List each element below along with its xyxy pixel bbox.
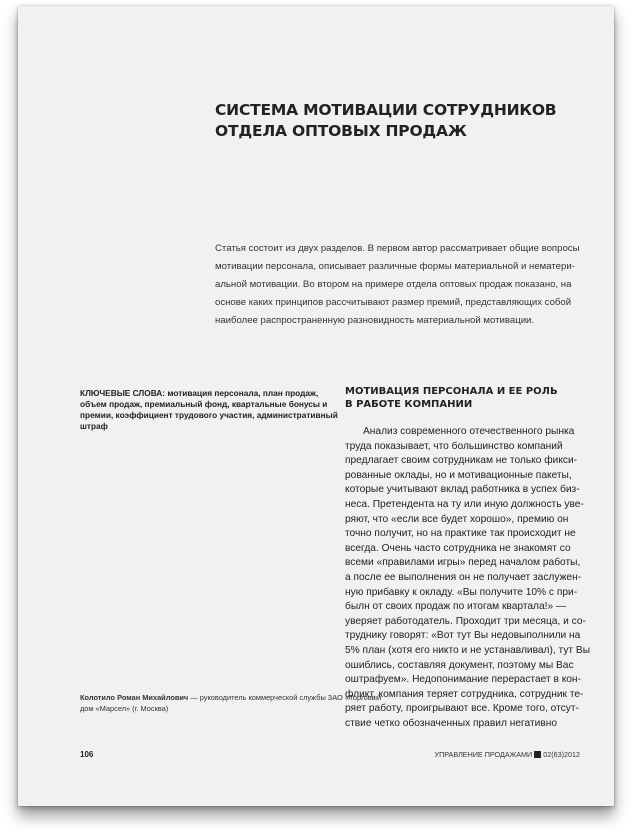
abstract-line: Статья состоит из двух разделов. В первом автор рассматривает общие вопросы (215, 243, 580, 254)
title-line: СИСТЕМА МОТИВАЦИИ СОТРУДНИКОВ (215, 101, 557, 119)
body-line: точно получит, но на практике так происходит не (345, 528, 576, 540)
abstract-line: наиболее распространенную разновидность материальной мотивации. (215, 315, 535, 326)
body-line: рованные оклады, но и мотивационные пакеты, (345, 469, 572, 481)
body-paragraph (345, 425, 607, 731)
body-line: ствие четко обозначенных правил негативно (345, 717, 558, 729)
body-line: труда показывает, что большинство компаний (345, 440, 563, 452)
body-line: ошиблись, составляя документ, поэтому мы Вас (345, 659, 574, 671)
article-title (215, 100, 595, 142)
body-line: 5% план (хотя его никто и не устанавливал), тут Вы (345, 644, 591, 656)
author-name: Колотило Роман Михайлович (80, 693, 189, 702)
author-role: — руководитель коммерческой службы ЗАО «Торговый (188, 693, 382, 702)
keywords-line: премии, коэффициент трудового участия, административный (80, 410, 338, 420)
abstract-line: основе каких принципов рассчитывают размер премий, представляющих собой (215, 297, 572, 308)
keywords-line: объем продаж, премиальный фонд, квартальные бонусы и (80, 399, 328, 409)
body-line: всегда. Очень часто сотрудника не знакомят со (345, 542, 571, 554)
author-info (80, 692, 382, 714)
body-line: фликт, компания теряет сотрудника, сотрудник те- (345, 688, 584, 700)
issue-number: 02(63)2012 (543, 750, 580, 759)
abstract-line: мотивации персонала, описывает различные формы материальной и нематери- (215, 261, 575, 272)
body-line: неса. Претендента на ту или иную должность уве- (345, 498, 584, 510)
author-line (80, 692, 382, 703)
keywords-line: КЛЮЧЕВЫЕ СЛОВА: мотивация персонала, план продаж, (80, 388, 319, 398)
body-line: оштрафуем». Недопонимание перерастает в кон- (345, 674, 581, 686)
body-line: ную прибавку к окладу. «Вы получите 10% с при- (345, 586, 578, 598)
document-page (18, 6, 614, 806)
square-bullet-icon (534, 751, 541, 758)
author-line: дом «Марсел» (г. Москва) (80, 704, 169, 713)
body-line: ряют, что «если все будет хорошо», премию он (345, 513, 569, 525)
section-heading (345, 385, 605, 411)
journal-footer (435, 750, 580, 759)
section-heading-line: В РАБОТЕ КОМПАНИИ (345, 399, 473, 410)
body-line: всеми «правилами игры» перед началом работы, (345, 557, 581, 569)
body-line: труднику говорят: «Вот тут Вы недовыполнили на (345, 630, 581, 642)
keywords (80, 388, 350, 432)
keywords-line: штраф (80, 421, 108, 431)
body-line: Анализ современного отечественного рынка (363, 426, 575, 437)
abstract (215, 240, 601, 330)
section-heading-line: МОТИВАЦИЯ ПЕРСОНАЛА И ЕЕ РОЛЬ (345, 386, 558, 397)
page-number: 106 (80, 750, 94, 759)
title-line: ОТДЕЛА ОПТОВЫХ ПРОДАЖ (215, 122, 467, 140)
abstract-line: альной мотивации. Во втором на примере отдела оптовых продаж показано, на (215, 279, 572, 290)
body-line: а после ее выполнения он не получает заслужен- (345, 571, 582, 583)
body-line: уверяет работодатель. Проходит три месяца, и со- (345, 615, 586, 627)
body-line: ряет работу, проигрывают все. Кроме того, отсут- (345, 703, 579, 715)
body-line: былн от своих продаж по итогам квартала!» — (345, 601, 567, 613)
journal-name: УПРАВЛЕНИЕ ПРОДАЖАМИ (434, 750, 533, 759)
body-line: предлагает своим сотрудникам не только фикси- (345, 455, 578, 467)
body-line: которые учитывают вклад работника в успех биз- (345, 484, 580, 496)
